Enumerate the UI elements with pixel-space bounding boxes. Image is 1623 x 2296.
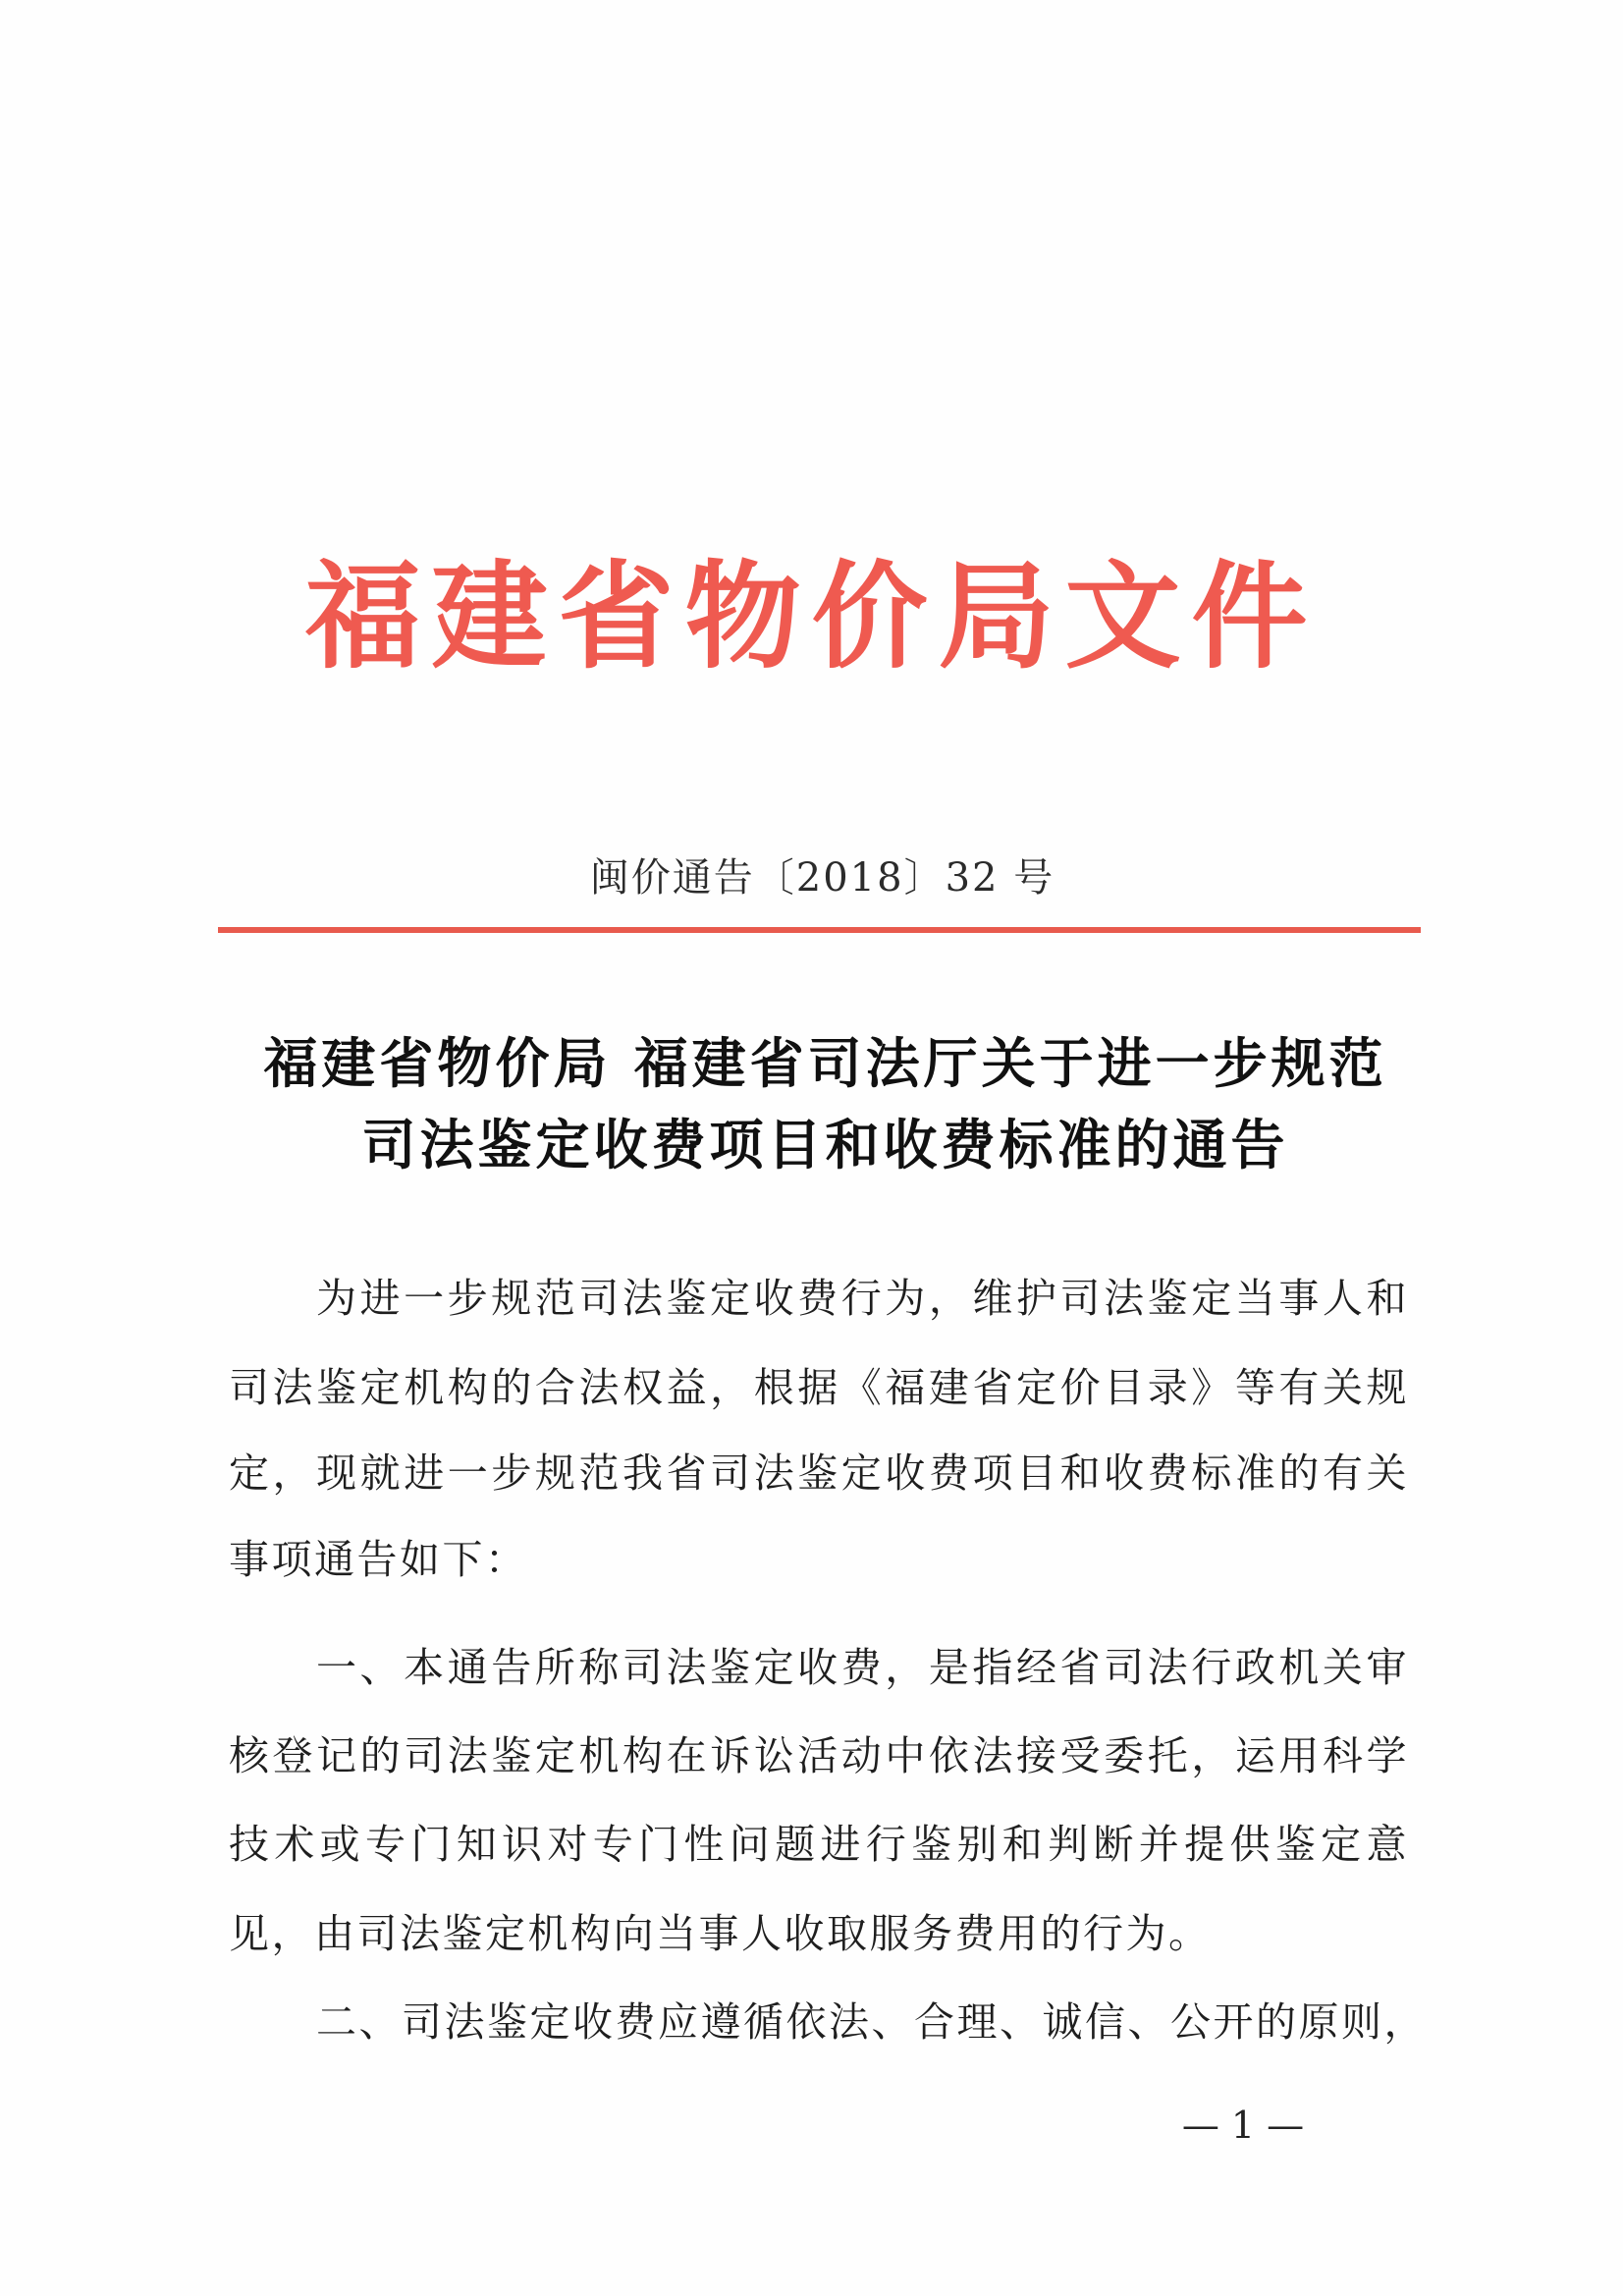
body-line: 定，现就进一步规范我省司法鉴定收费项目和收费标准的有关 — [229, 1449, 1409, 1497]
body-line: 技术或专门知识对专门性问题进行鉴别和判断并提供鉴定意 — [229, 1821, 1409, 1868]
body-line: 一、本通告所称司法鉴定收费，是指经省司法行政机关审 — [316, 1644, 1409, 1691]
page-number: — 1 — — [1181, 2104, 1305, 2147]
document-number: 闽价通告〔2018〕32 号 — [589, 855, 1055, 901]
issuing-authority-header: 福建省物价局文件 — [304, 548, 1319, 684]
body-line: 核登记的司法鉴定机构在诉讼活动中依法接受委托，运用科学 — [229, 1732, 1409, 1779]
body-line: 见，由司法鉴定机构向当事人收取服务费用的行为。 — [229, 1910, 1212, 1957]
red-divider-line — [218, 927, 1421, 933]
body-line: 事项通告如下： — [229, 1536, 528, 1583]
body-line: 为进一步规范司法鉴定收费行为，维护司法鉴定当事人和 — [316, 1275, 1409, 1322]
notice-title-line-2: 司法鉴定收费项目和收费标准的通告 — [361, 1113, 1289, 1176]
body-line: 二、司法鉴定收费应遵循依法、合理、诚信、公开的原则， — [316, 1998, 1427, 2046]
notice-title-line-1: 福建省物价局 福建省司法厅关于进一步规范 — [263, 1031, 1387, 1095]
body-line: 司法鉴定机构的合法权益，根据《福建省定价目录》等有关规 — [229, 1364, 1409, 1411]
